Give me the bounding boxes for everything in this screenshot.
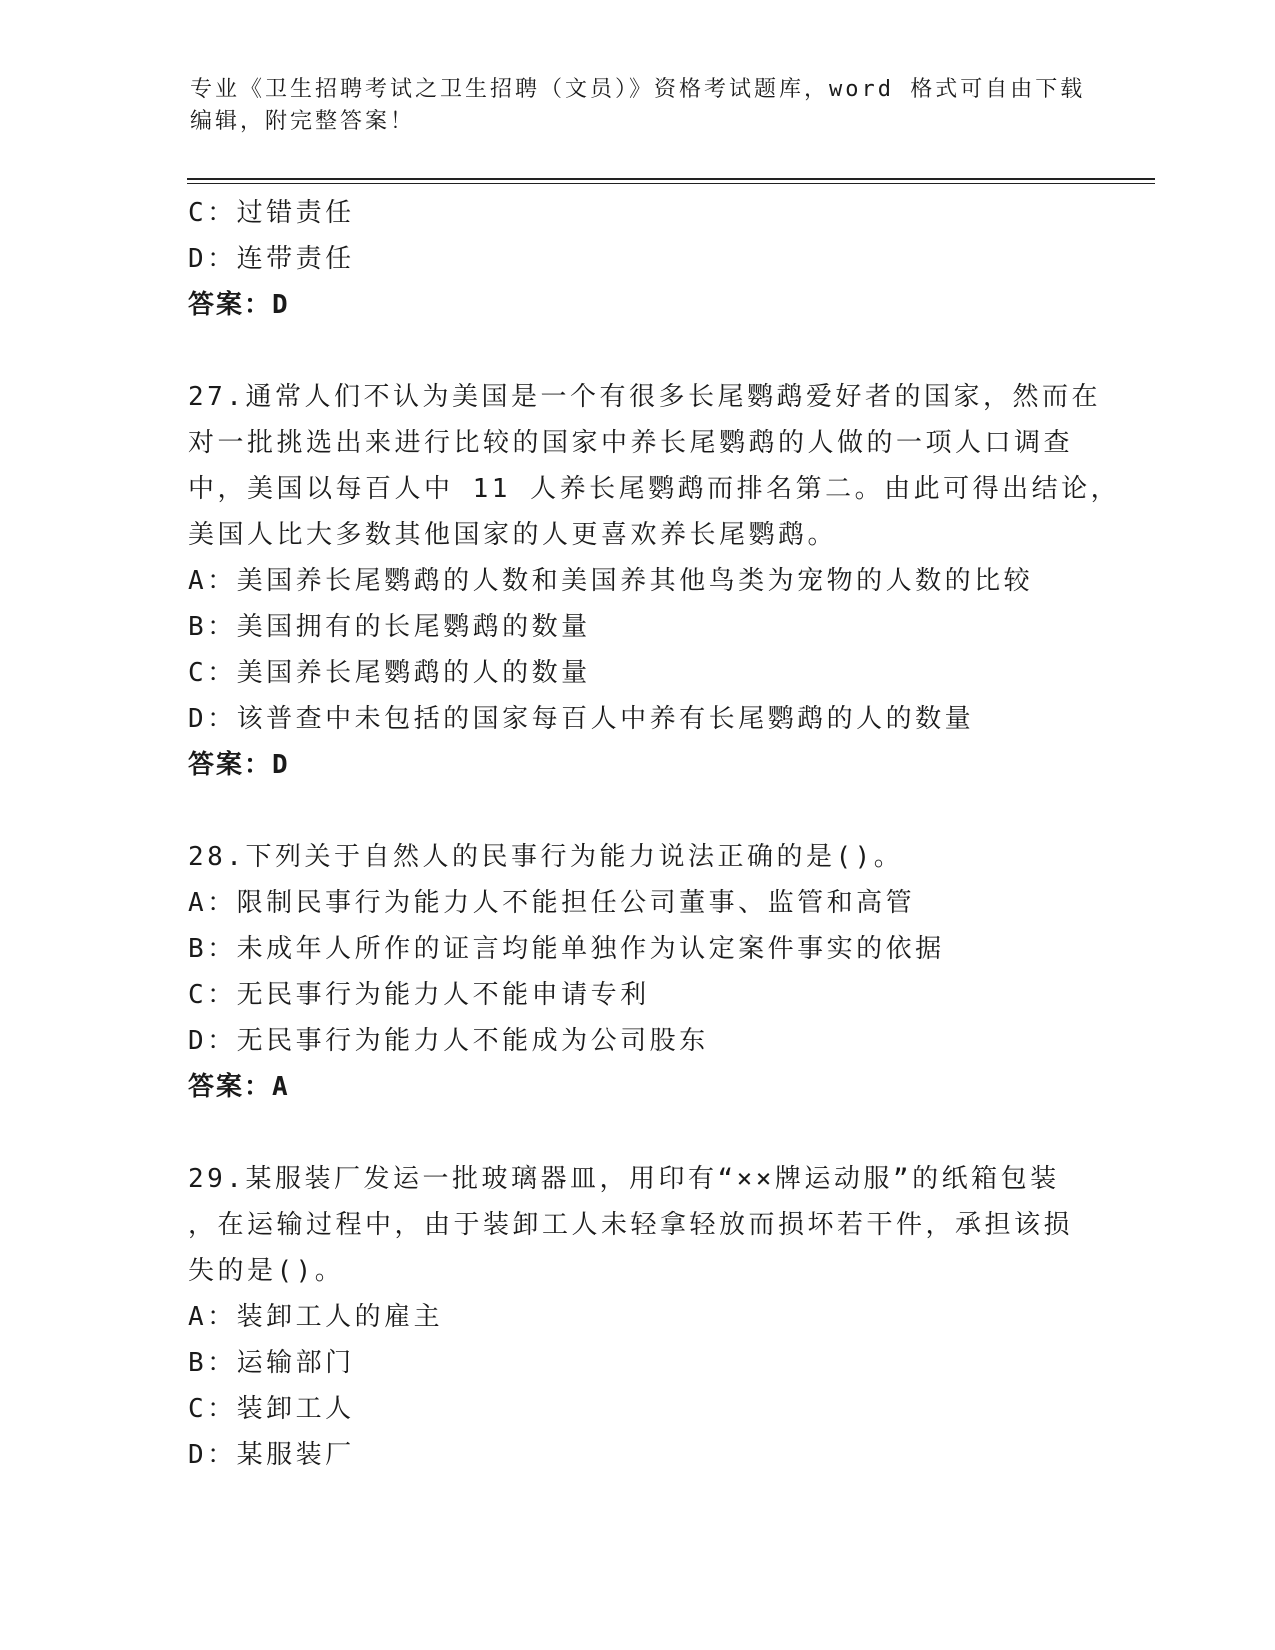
header-line-1: 专业《卫生招聘考试之卫生招聘（文员）》资格考试题库，word 格式可自由下载 [190, 77, 1086, 102]
answer-line: 答案：D [188, 290, 290, 320]
question-28 [188, 834, 1088, 1110]
option-b: B：未成年人所作的证言均能单独作为认定案件事实的依据 [188, 934, 945, 964]
question-stem-line: 美国人比大多数其他国家的人更喜欢养长尾鹦鹉。 [188, 520, 838, 550]
question-stem-line: 对一批挑选出来进行比较的国家中养长尾鹦鹉的人做的一项人口调查 [188, 428, 1074, 458]
option-d: D：该普查中未包括的国家每百人中养有长尾鹦鹉的人的数量 [188, 704, 975, 734]
question-stem-line: 29.某服装厂发运一批玻璃器皿，用印有“××牌运动服”的纸箱包装 [188, 1164, 1060, 1194]
answer-line: 答案：A [188, 1072, 290, 1102]
header-divider [187, 178, 1155, 180]
question-stem-line: 中，美国以每百人中 11 人养长尾鹦鹉而排名第二。由此可得出结论， [188, 474, 1121, 504]
option-d: D：连带责任 [188, 244, 355, 274]
option-b: B：运输部门 [188, 1348, 355, 1378]
option-d: D：某服装厂 [188, 1440, 355, 1470]
question-stem-line: ，在运输过程中，由于装卸工人未轻拿轻放而损坏若干件，承担该损 [188, 1210, 1074, 1240]
option-c: C：美国养长尾鹦鹉的人的数量 [188, 658, 591, 688]
header-line-2: 编辑，附完整答案！ [190, 109, 416, 134]
option-a: A：限制民事行为能力人不能担任公司董事、监管和高管 [188, 888, 916, 918]
option-a: A：美国养长尾鹦鹉的人数和美国养其他鸟类为宠物的人数的比较 [188, 566, 1034, 596]
previous-question [188, 190, 1088, 328]
option-a: A：装卸工人的雇主 [188, 1302, 444, 1332]
option-c: C：过错责任 [188, 198, 355, 228]
option-c: C：无民事行为能力人不能申请专利 [188, 980, 650, 1010]
question-27 [188, 374, 1121, 788]
option-d: D：无民事行为能力人不能成为公司股东 [188, 1026, 709, 1056]
option-b: B：美国拥有的长尾鹦鹉的数量 [188, 612, 591, 642]
answer-line: 答案：D [188, 750, 290, 780]
question-stem-line: 失的是()。 [188, 1256, 345, 1286]
question-stem-line: 28.下列关于自然人的民事行为能力说法正确的是()。 [188, 842, 904, 872]
question-list [188, 190, 1121, 1478]
option-c: C：装卸工人 [188, 1394, 355, 1424]
header-divider-thin [187, 183, 1155, 184]
question-stem-line: 27.通常人们不认为美国是一个有很多长尾鹦鹉爱好者的国家，然而在 [188, 382, 1101, 412]
question-29 [188, 1156, 1088, 1478]
page-header [190, 74, 1090, 138]
